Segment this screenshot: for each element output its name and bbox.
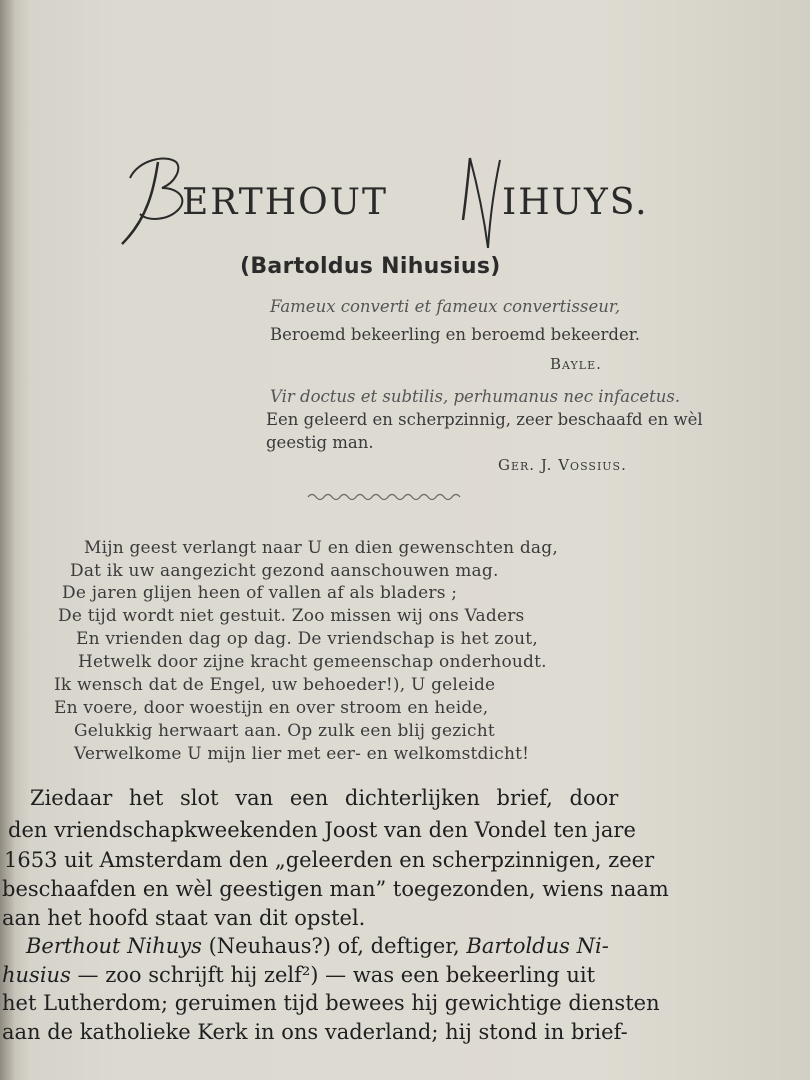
chapter-subtitle: (Bartoldus Nihusius): [240, 254, 501, 279]
poem-line-2: Dat ik uw aangezicht gezond aanschouwen mag.: [70, 561, 499, 581]
prose-line-6-text: (Neuhaus?) of, deftiger,: [201, 934, 467, 958]
svg-text:ERTHOUT: ERTHOUT: [182, 182, 389, 223]
poem-line-5: En vrienden dag op dag. De vriendschap is het zout,: [76, 629, 538, 649]
prose-line-7-latin-italic: husius: [2, 963, 71, 987]
chapter-title-lettering: [118, 148, 678, 258]
poem-line-8: En voere, door woestijn en over stroom en heide,: [54, 698, 489, 718]
poem-line-4: De tijd wordt niet gestuit. Zoo missen wij ons Vaders: [58, 606, 525, 626]
poem-line-6: Hetwelk door zijne kracht gemeenschap onderhoudt.: [78, 652, 547, 672]
prose-line-4: beschaafden en wèl geestigen man” toegezonden, wiens naam: [2, 877, 669, 901]
svg-text:IHUYS.: IHUYS.: [502, 182, 649, 223]
epigraph-2-line-1: Vir doctus et subtilis, perhumanus nec infacetus.: [270, 387, 681, 406]
chapter-title: [118, 148, 678, 258]
poem-line-7: Ik wensch dat de Engel, uw behoeder!), U geleide: [54, 675, 496, 695]
prose-line-7-text: — zoo schrijft hij zelf²) — was een bekeerling uit: [70, 963, 596, 987]
prose-line-2: den vriendschapkweekenden Joost van den Vondel ten jare: [8, 818, 636, 842]
poem-line-3: De jaren glijen heen of vallen af als bladers ;: [62, 583, 458, 603]
prose-line-3: 1653 uit Amsterdam den „geleerden en scherpzinnigen, zeer: [4, 848, 655, 872]
epigraph-2-line-2: Een geleerd en scherpzinnig, zeer beschaafd en wèl: [266, 410, 703, 429]
prose-line-7: [2, 963, 595, 987]
prose-line-6-name-italic: Berthout Nihuys: [26, 934, 202, 958]
ornament-divider: [306, 490, 466, 504]
prose-line-9: aan de katholieke Kerk in ons vaderland; hij stond in brief-: [2, 1020, 628, 1044]
poem-line-1: Mijn geest verlangt naar U en dien gewenschten dag,: [84, 538, 558, 558]
prose-line-1: Ziedaar het slot van een dichterlijken brief, door: [30, 786, 619, 810]
poem-line-9: Gelukkig herwaart aan. Op zulk een blij gezicht: [74, 721, 495, 741]
prose-line-5: aan het hoofd staat van dit opstel.: [2, 906, 366, 930]
prose-line-8: het Lutherdom; geruimen tijd bewees hij gewichtige diensten: [2, 991, 660, 1015]
epigraph-1-attribution: Bayle.: [550, 355, 602, 373]
epigraph-1-line-2: Beroemd bekeerling en beroemd bekeerder.: [270, 325, 641, 344]
poem-line-10: Verwelkome U mijn lier met eer- en welkomstdicht!: [74, 744, 530, 764]
epigraph-2-line-3: geestig man.: [266, 433, 374, 452]
epigraph-1-line-1: Fameux converti et fameux convertisseur,: [270, 297, 621, 316]
prose-line-6: [26, 934, 609, 958]
prose-line-6-latin-italic: Bartoldus Ni-: [466, 934, 609, 958]
epigraph-2-attribution: Ger. J. Vossius.: [498, 456, 627, 474]
